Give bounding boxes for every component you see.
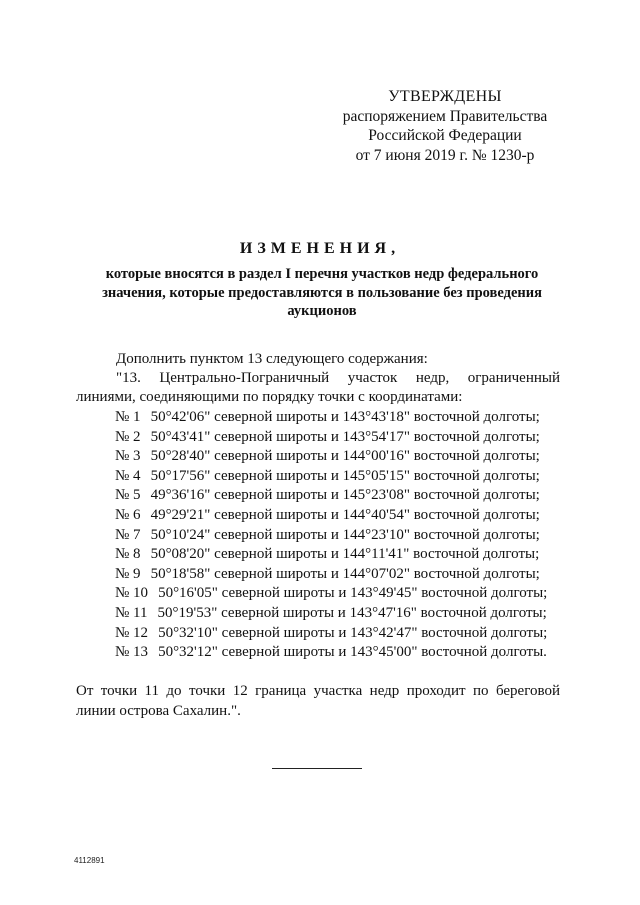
coordinate-text: 50°32'10" северной широты и 143°42'47" восточной долготы; <box>158 624 548 641</box>
coordinate-text: 50°10'24" северной широты и 144°23'10" восточной долготы; <box>150 526 540 543</box>
coordinate-text: 50°08'20" северной широты и 144°11'41" восточной долготы; <box>150 546 540 563</box>
closing-line-2: линии острова Сахалин.". <box>76 702 241 719</box>
coordinate-text: 50°43'41" северной широты и 143°54'17" восточной долготы; <box>150 428 540 445</box>
coordinate-number: № 8 <box>115 546 141 563</box>
coordinate-row <box>115 643 575 663</box>
coordinate-number: № 6 <box>115 506 141 523</box>
approval-block <box>330 87 560 165</box>
subtitle-line-2: значения, которые предоставляются в пользование без проведения <box>102 284 542 301</box>
coordinates-list <box>115 408 575 663</box>
coordinate-number: № 5 <box>115 487 141 504</box>
coordinate-number: № 1 <box>115 409 141 425</box>
coordinate-text: 50°42'06" северной широты и 143°43'18" восточной долготы; <box>150 409 540 425</box>
intro-line-2: "13. Центрально-Пограничный участок недр, ограниченный <box>116 370 560 386</box>
closing-paragraph <box>76 682 560 721</box>
coordinate-text: 49°29'21" северной широты и 144°40'54" восточной долготы; <box>150 506 540 523</box>
coordinate-number: № 12 <box>115 624 149 641</box>
intro-line-3: линиями, соединяющими по порядку точки с координатами: <box>76 389 463 405</box>
subtitle-line-3: аукционов <box>287 303 357 319</box>
closing-line-1: От точки 11 до точки 12 граница участка недр проходит по береговой <box>76 683 560 699</box>
coordinate-row <box>115 486 575 506</box>
coordinate-number: № 9 <box>115 565 141 582</box>
coordinate-row <box>115 604 575 624</box>
coordinate-number: № 11 <box>115 604 148 621</box>
intro-paragraph <box>76 350 560 407</box>
coordinate-number: № 3 <box>115 448 141 465</box>
coordinate-text: 50°18'58" северной широты и 144°07'02" восточной долготы; <box>150 565 540 582</box>
coordinate-row <box>115 545 575 565</box>
coordinate-text: 50°16'05" северной широты и 143°49'45" восточной долготы; <box>158 585 548 602</box>
coordinate-row <box>115 428 575 448</box>
coordinate-row <box>115 624 575 644</box>
document-subtitle <box>72 265 572 321</box>
coordinate-row <box>115 447 575 467</box>
coordinate-text: 50°32'12" северной широты и 143°45'00" восточной долготы. <box>158 644 547 661</box>
approval-line-1: распоряжением Правительства <box>342 107 548 125</box>
coordinate-row <box>115 506 575 526</box>
coordinate-text: 50°28'40" северной широты и 144°00'16" восточной долготы; <box>150 448 540 465</box>
coordinate-row <box>115 565 575 585</box>
coordinate-row <box>115 467 575 487</box>
approval-line-2: Российской Федерации <box>368 127 522 144</box>
subtitle-line-1: которые вносятся в раздел I перечня участков недр федерального <box>105 266 539 282</box>
coordinate-text: 50°17'56" северной широты и 145°05'15" восточной долготы; <box>150 467 540 484</box>
intro-line-1: Дополнить пунктом 13 следующего содержания: <box>116 351 428 367</box>
approval-line-3: от 7 июня 2019 г. № 1230-р <box>355 146 535 164</box>
coordinate-number: № 2 <box>115 428 141 445</box>
coordinate-row <box>115 526 575 546</box>
end-divider <box>272 768 362 769</box>
document-id: 4112891 <box>74 856 105 865</box>
document-title: ИЗМЕНЕНИЯ, <box>239 240 401 257</box>
coordinate-row <box>115 408 575 428</box>
coordinate-number: № 4 <box>115 467 141 484</box>
coordinate-text: 49°36'16" северной широты и 145°23'08" восточной долготы; <box>150 487 540 504</box>
coordinate-number: № 7 <box>115 526 141 543</box>
approval-heading: УТВЕРЖДЕНЫ <box>388 88 502 105</box>
coordinate-text: 50°19'53" северной широты и 143°47'16" восточной долготы; <box>157 604 547 621</box>
coordinate-number: № 10 <box>115 585 149 602</box>
coordinate-number: № 13 <box>115 644 149 661</box>
coordinate-row <box>115 584 575 604</box>
